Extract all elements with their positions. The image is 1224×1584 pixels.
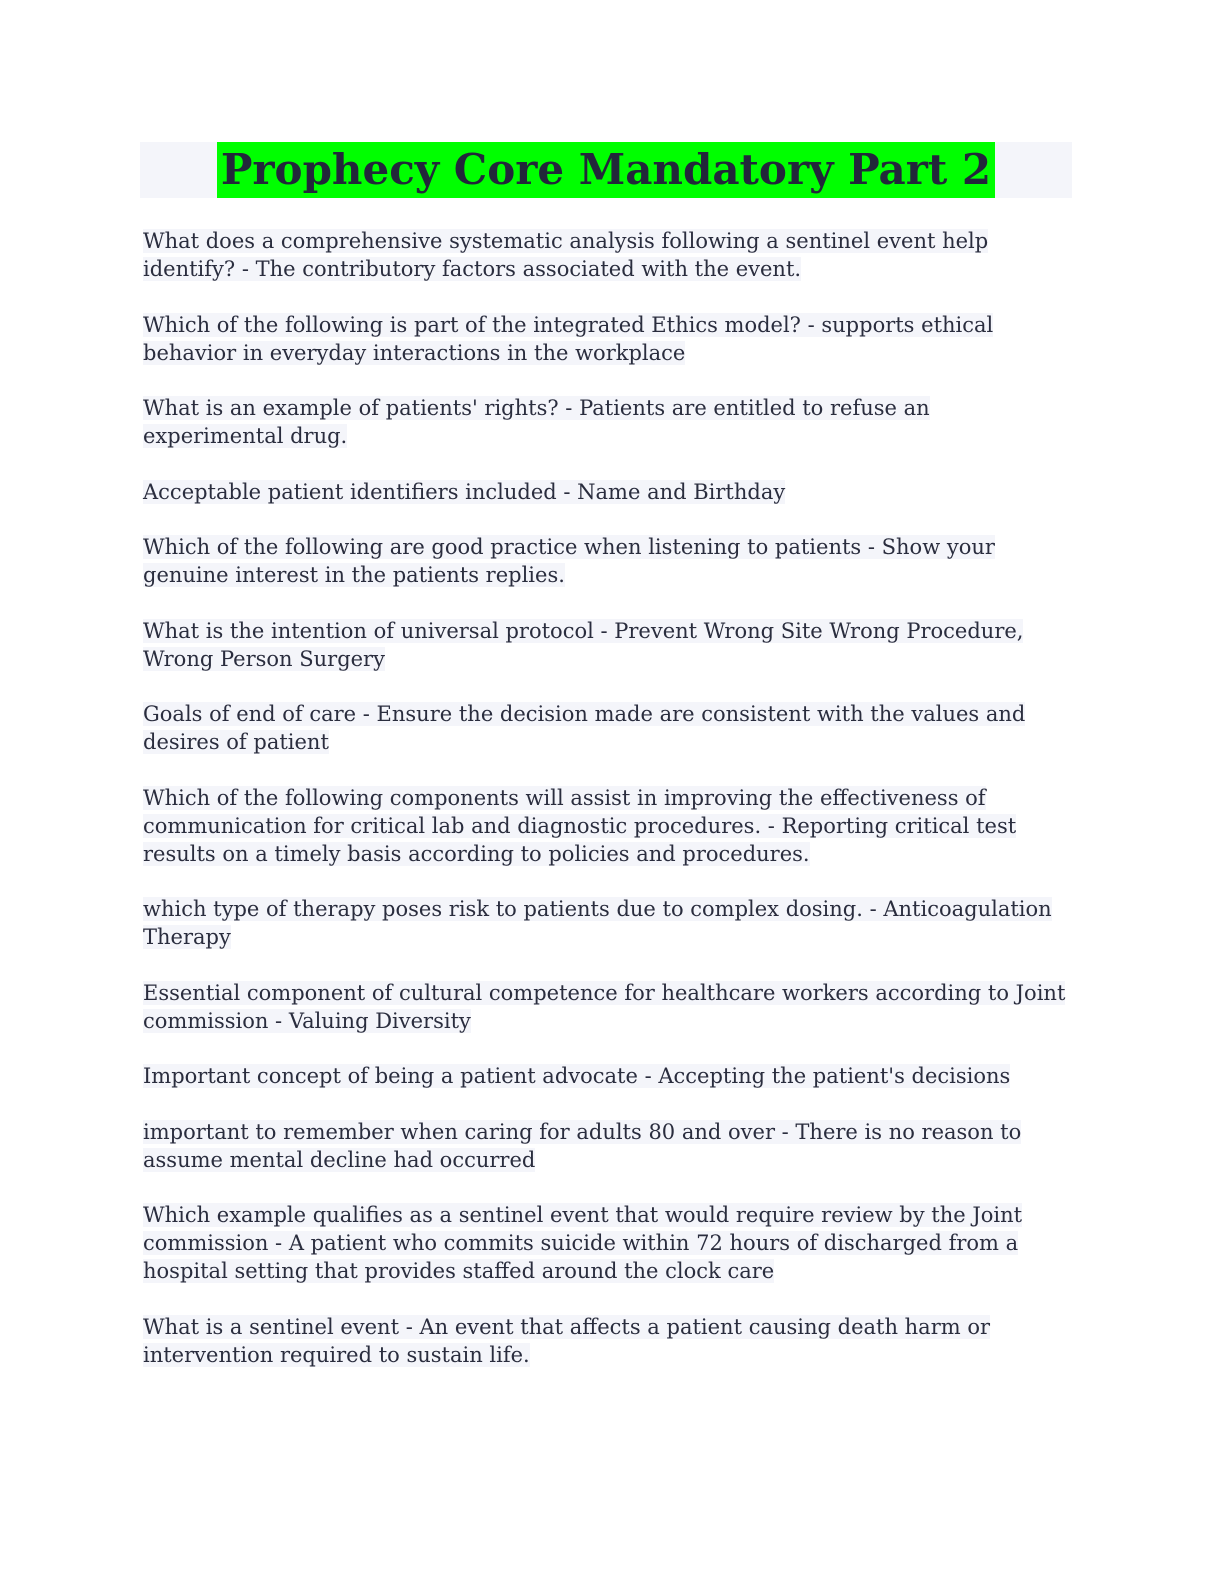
qa-list <box>143 227 1075 1396</box>
qa-item <box>143 1118 1075 1174</box>
qa-item <box>143 979 1075 1035</box>
qa-item <box>143 394 1075 450</box>
qa-item <box>143 227 1075 283</box>
qa-text: Essential component of cultural competence for healthcare workers according to Joint commission - Valuing Diversity <box>143 980 1066 1033</box>
qa-text: which type of therapy poses risk to patients due to complex dosing. - Anticoagulation Therapy <box>143 897 1052 949</box>
qa-item <box>143 784 1075 868</box>
qa-text: Which of the following components will assist in improving the effectiveness of communication for critical lab and diagnostic procedures. - Reporting critical test results on a timely basis according to policies and procedures. <box>143 785 1017 866</box>
qa-text: Which of the following are good practice when listening to patients - Show your genuine interest in the patients replies. <box>143 535 995 587</box>
qa-text: Goals of end of care - Ensure the decision made are consistent with the values and desires of patient <box>143 702 1026 754</box>
qa-text: important to remember when caring for adults 80 and over - There is no reason to assume mental decline had occurred <box>143 1119 1022 1172</box>
qa-text: Which example qualifies as a sentinel event that would require review by the Joint commission - A patient who commits suicide within 72 hours of discharged from a hospital setting that provides staffed around the clock care <box>143 1203 1023 1283</box>
qa-item <box>143 617 1075 673</box>
qa-item <box>143 311 1075 367</box>
qa-text: Which of the following is part of the integrated Ethics model? - supports ethical behavior in everyday interactions in the workplace <box>143 312 994 365</box>
qa-text: What is an example of patients' rights? - Patients are entitled to refuse an experimental drug. <box>143 396 930 448</box>
qa-item <box>143 533 1075 589</box>
qa-text: Acceptable patient identifiers included - Name and Birthday <box>143 479 786 504</box>
qa-item <box>143 1201 1075 1285</box>
qa-item <box>143 478 1075 506</box>
document-title: Prophecy Core Mandatory Part 2 <box>217 142 995 198</box>
qa-text: What does a comprehensive systematic analysis following a sentinel event help identify? - The contributory factors associated with the event. <box>143 229 989 281</box>
qa-text: What is a sentinel event - An event that affects a patient causing death harm or intervention required to sustain life. <box>143 1314 991 1367</box>
qa-text: Important concept of being a patient advocate - Accepting the patient's decisions <box>143 1064 1011 1088</box>
qa-item <box>143 700 1075 756</box>
qa-text: What is the intention of universal protocol - Prevent Wrong Site Wrong Procedure, Wrong Person Surgery <box>143 618 1024 671</box>
qa-item <box>143 895 1075 951</box>
qa-item <box>143 1062 1075 1090</box>
qa-item <box>143 1313 1075 1369</box>
title-band <box>140 142 1072 198</box>
